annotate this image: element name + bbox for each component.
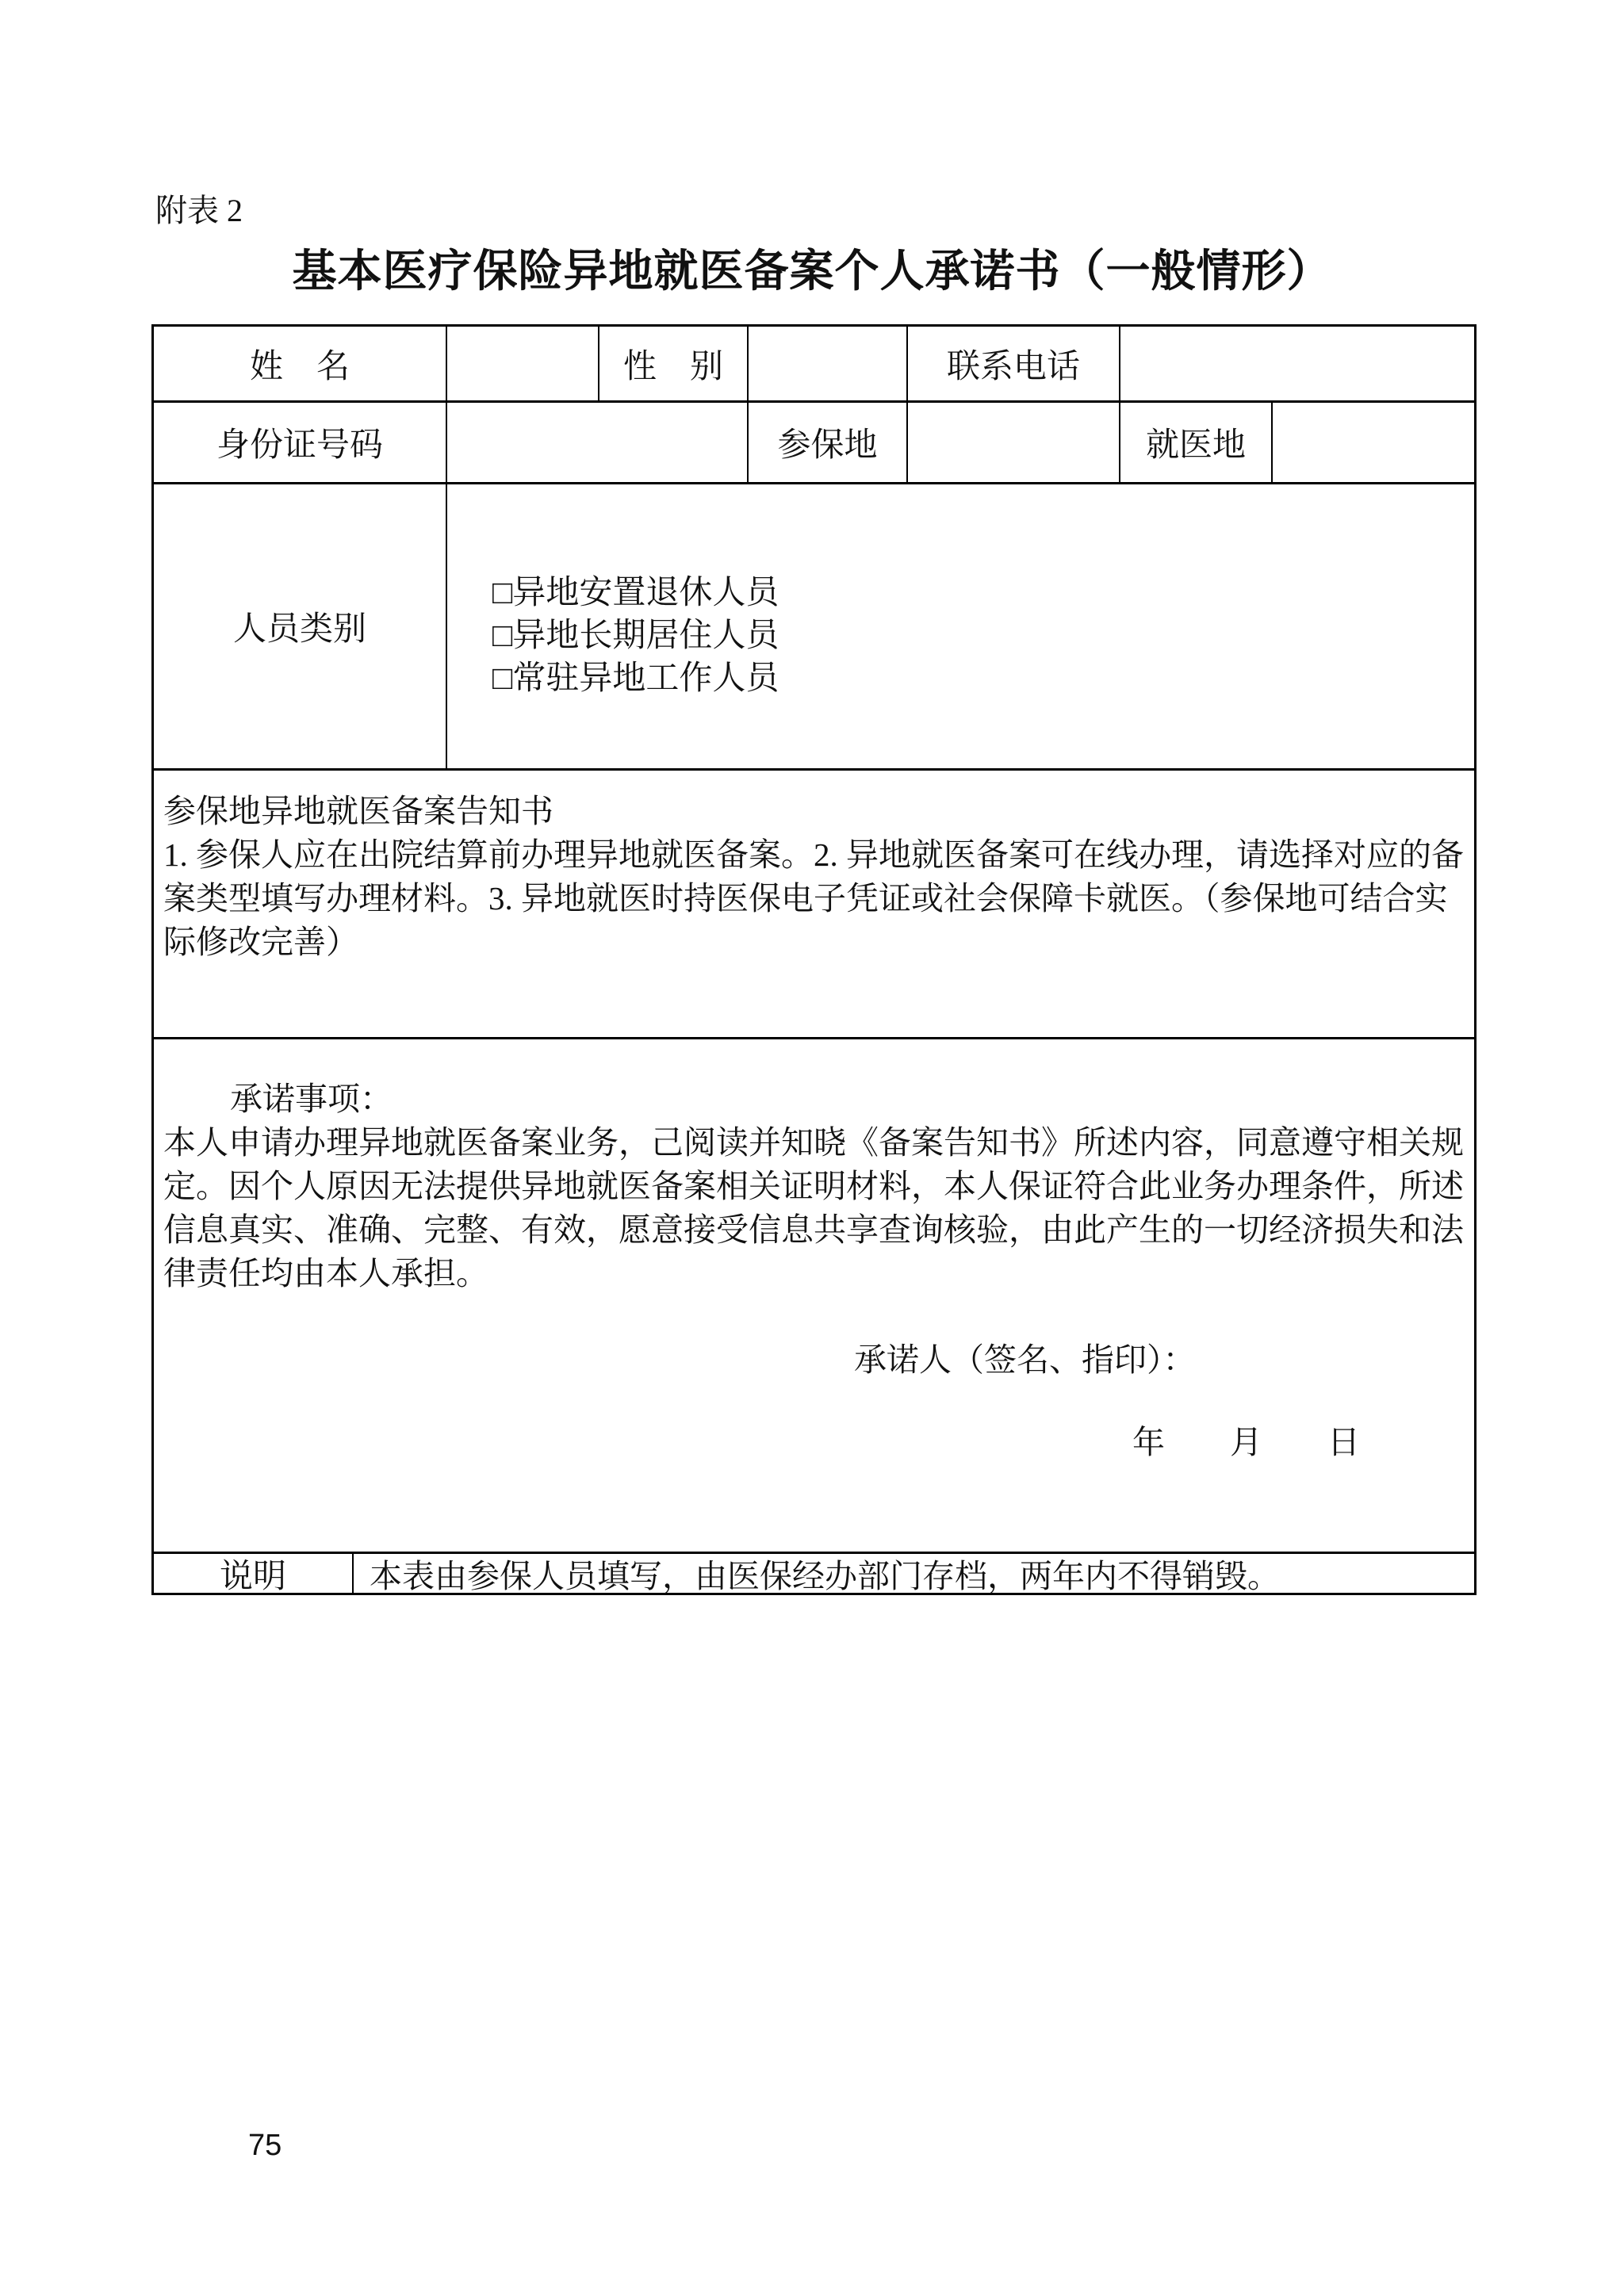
option-long-term-resident[interactable] (492, 614, 1474, 657)
commitment-cell (154, 1039, 1474, 1552)
name-input-cell[interactable] (447, 327, 599, 400)
notice-cell (154, 771, 1474, 1037)
checkbox-icon[interactable]: □ (492, 660, 513, 697)
table-row-notice (154, 771, 1474, 1039)
table-row-id-places (154, 403, 1474, 484)
checkbox-icon[interactable]: □ (492, 575, 513, 611)
table-row-name-gender-phone (154, 327, 1474, 403)
insured-place-input-cell[interactable] (908, 403, 1120, 482)
notice-title: 参保地异地就医备案告知书 (163, 793, 553, 829)
gender-input-cell[interactable] (749, 327, 908, 400)
commitment-text-line: 信息真实、准确、完整、有效，愿意接受信息共享查询核验，由此产生的一切经济损失和法 (163, 1211, 1464, 1248)
treatment-place-input-cell[interactable] (1273, 403, 1474, 482)
person-category-label-cell: 人员类别 (154, 484, 447, 768)
option-label: 常驻异地工作人员 (512, 660, 779, 697)
commitment-heading: 承诺事项： (230, 1081, 393, 1117)
commitment-text-line: 律责任均由本人承担。 (163, 1255, 488, 1292)
option-label: 异地安置退休人员 (512, 575, 779, 611)
id-number-label-cell: 身份证号码 (154, 403, 447, 482)
form-table (151, 324, 1477, 1595)
phone-label-cell: 联系电话 (908, 327, 1120, 400)
notice-text-line: 际修改完善） (163, 924, 358, 960)
phone-input-cell[interactable] (1120, 327, 1474, 400)
option-stationed-worker[interactable] (492, 657, 1474, 700)
date-line: 年 月 日 (1132, 1424, 1360, 1460)
option-label: 异地长期居住人员 (512, 618, 779, 654)
page-number: 75 (248, 2129, 282, 2162)
person-category-options-cell (447, 484, 1474, 768)
attachment-label: 附表 2 (155, 193, 243, 228)
table-row-person-category (154, 484, 1474, 771)
checkbox-icon[interactable]: □ (492, 618, 513, 654)
name-label-cell: 姓 名 (154, 327, 447, 400)
commitment-text-line: 定。因个人原因无法提供异地就医备案相关证明材料，本人保证符合此业务办理条件，所述 (163, 1168, 1464, 1204)
insured-place-label-cell: 参保地 (749, 403, 908, 482)
id-number-input-cell[interactable] (447, 403, 749, 482)
option-retired-resettled[interactable] (492, 572, 1474, 614)
page-title: 基本医疗保险异地就医备案个人承诺书（一般情形） (292, 247, 1332, 297)
signature-label: 承诺人（签名、指印）： (854, 1341, 1196, 1378)
table-row-instructions (154, 1554, 1474, 1593)
notice-text-line: 1. 参保人应在出院结算前办理异地就医备案。2. 异地就医备案可在线办理，请选择对应的备 (163, 836, 1464, 873)
table-row-commitment (154, 1039, 1474, 1554)
commitment-text-line: 本人申请办理异地就医备案业务，己阅读并知晓《备案告知书》所述内容，同意遵守相关规 (163, 1124, 1464, 1161)
gender-label-cell: 性 别 (599, 327, 749, 400)
instructions-label-cell: 说明 (154, 1554, 354, 1593)
treatment-place-label-cell: 就医地 (1120, 403, 1273, 482)
notice-text-line: 案类型填写办理材料。3. 异地就医时持医保电子凭证或社会保障卡就医。（参保地可结合实 (163, 880, 1448, 916)
instructions-content-cell: 本表由参保人员填写，由医保经办部门存档，两年内不得销毁。 (370, 1558, 1280, 1594)
